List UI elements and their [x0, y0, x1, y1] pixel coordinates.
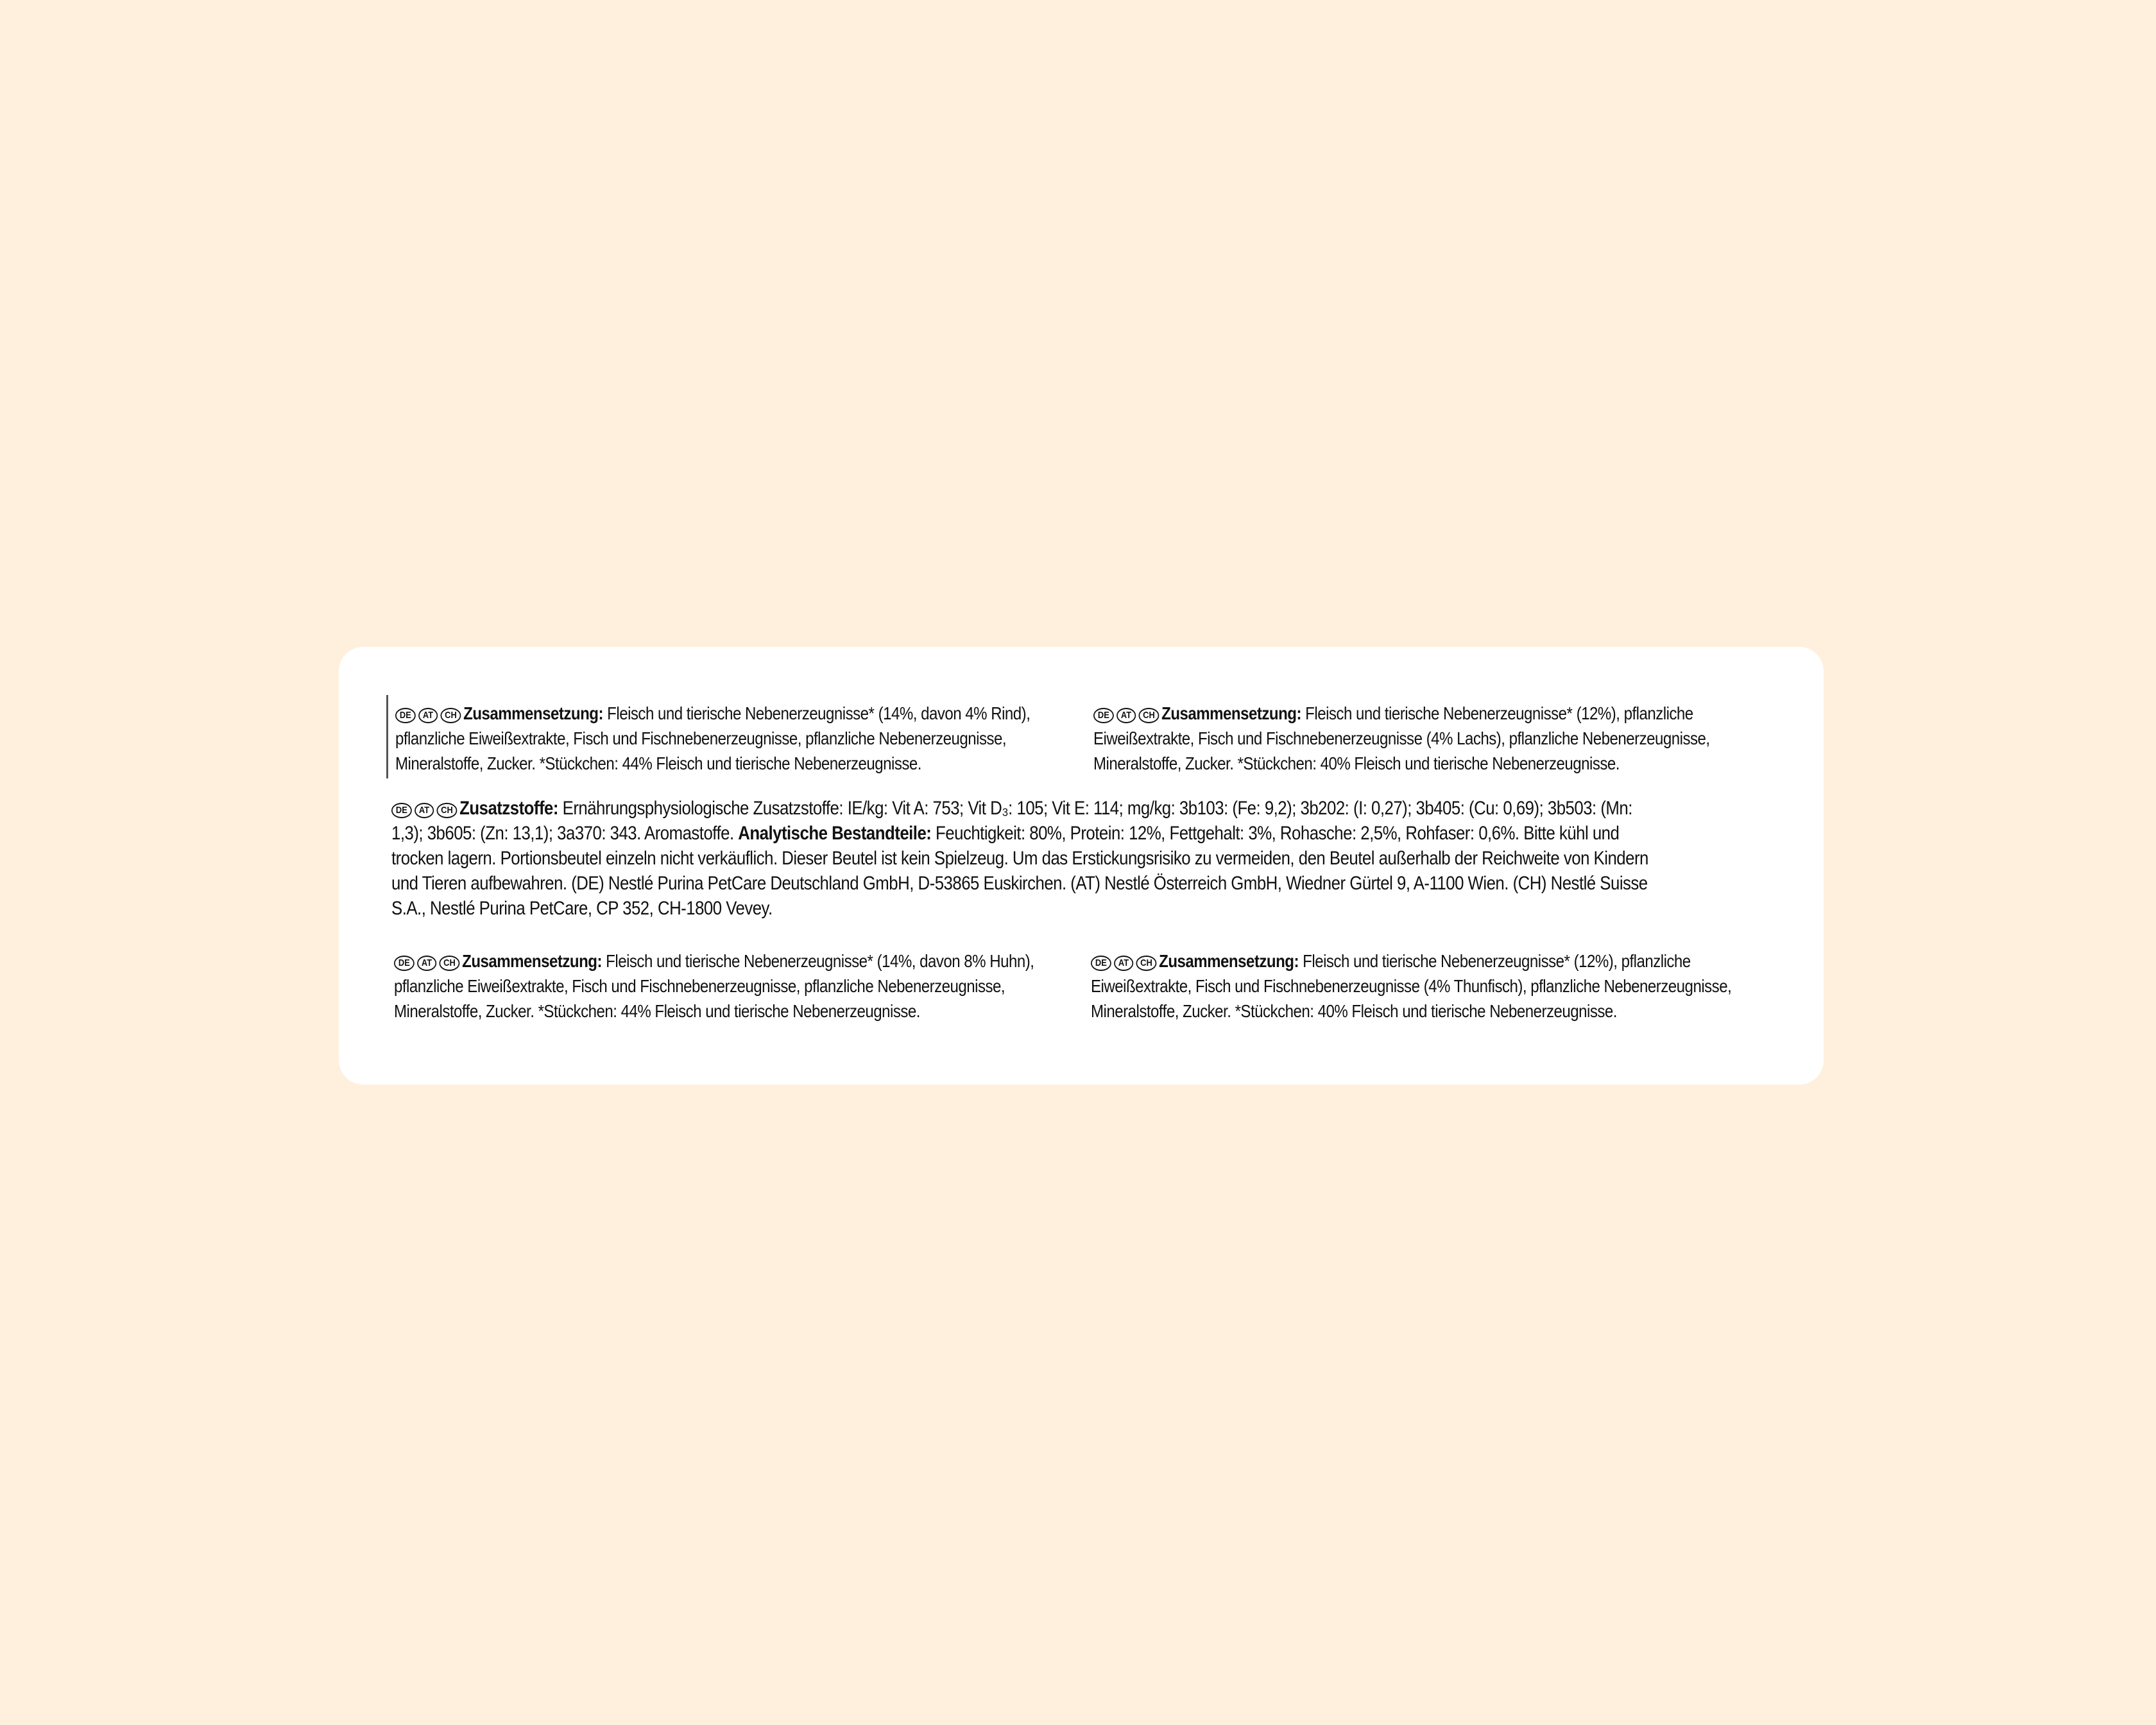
- country-badges: [1091, 956, 1157, 971]
- composition-heading: Zusammensetzung:: [1161, 703, 1301, 723]
- additives-block: [391, 796, 1661, 921]
- badge-ch: CH: [439, 956, 459, 971]
- badge-at: AT: [415, 803, 434, 818]
- badge-ch: CH: [1136, 956, 1156, 971]
- composition-block-chicken: [394, 948, 1040, 1024]
- analysis-heading: Analytische Bestandteile:: [738, 823, 932, 844]
- badge-at: AT: [417, 956, 436, 971]
- badge-at: AT: [1114, 956, 1133, 971]
- badge-de: DE: [1093, 708, 1114, 723]
- country-badges: [394, 956, 460, 971]
- country-badges: [391, 803, 458, 818]
- badge-ch: CH: [1138, 708, 1159, 723]
- country-badges: [395, 708, 461, 723]
- badge-ch: CH: [436, 803, 457, 818]
- composition-heading: Zusammensetzung:: [462, 951, 602, 971]
- composition-block-salmon: [1093, 701, 1739, 776]
- composition-text: Fleisch und tierische Nebenerzeugnisse* (14%, davon 4% Rind), pflanzliche Eiweißextrakte, Fisch und Fischnebenerzeugnisse, pflanzliche Nebenerzeugnisse, Mineralstoffe, Zucker. *Stückchen: 44% Fleisch und tierische Nebenerzeugnisse.: [395, 703, 1031, 773]
- badge-de: DE: [395, 708, 416, 723]
- composition-heading: Zusammensetzung:: [1159, 951, 1299, 971]
- composition-text: Fleisch und tierische Nebenerzeugnisse* (12%), pflanzliche Eiweißextrakte, Fisch und Fischnebenerzeugnisse (4% Lachs), pflanzliche Nebenerzeugnisse, Mineralstoffe, Zucker. *Stückchen: 40% Fleisch und tierische Nebenerzeugnisse.: [1093, 703, 1710, 773]
- badge-at: AT: [418, 708, 438, 723]
- composition-block-tuna: [1091, 948, 1736, 1024]
- analysis-text: Feuchtigkeit: 80%, Protein: 12%, Fettgehalt: 3%, Rohasche: 2,5%, Rohfaser: 0,6%. Bitte kühl und trocken lagern. Portionsbeutel einzeln nicht verkäuflich. Dieser Beutel ist kein Spielzeug. Um das Erstickungsrisiko zu vermeiden, den Beutel außerhalb der Reichweite von Kindern und Tieren aufbewahren. (DE) Nestlé Purina PetCare Deutschland GmbH, D-53865 Euskirchen. (AT) Nestlé Österreich GmbH, Wiedner Gürtel 9, A-1100 Wien. (CH) Nestlé Suisse S.A., Nestlé Purina PetCare, CP 352, CH-1800 Vevey.: [391, 823, 1648, 919]
- composition-text: Fleisch und tierische Nebenerzeugnisse* (14%, davon 8% Huhn), pflanzliche Eiweißextrakte, Fisch und Fischnebenerzeugnisse, pflanzliche Nebenerzeugnisse, Mineralstoffe, Zucker. *Stückchen: 44% Fleisch und tierische Nebenerzeugnisse.: [394, 951, 1034, 1021]
- badge-de: DE: [394, 956, 415, 971]
- additives-text: Ernährungsphysiologische Zusatzstoffe: IE/kg: Vit A: 753; Vit D₃: 105; Vit E: 114; mg/kg: 3b103: (Fe: 9,2); 3b202: (I: 0,27); 3b405: (Cu: 0,69); 3b503: (Mn: 1,3); 3b605: (Zn: 13,1); 3a370: 343. Aromastoffe.: [391, 798, 1632, 844]
- composition-heading: Zusammensetzung:: [463, 703, 603, 723]
- badge-ch: CH: [440, 708, 461, 723]
- badge-de: DE: [1091, 956, 1111, 971]
- composition-block-beef: [395, 701, 1041, 776]
- additives-heading: Zusatzstoffe:: [459, 798, 558, 819]
- badge-de: DE: [391, 803, 412, 818]
- composition-text: Fleisch und tierische Nebenerzeugnisse* (12%), pflanzliche Eiweißextrakte, Fisch und Fischnebenerzeugnisse (4% Thunfisch), pflanzliche Nebenerzeugnisse, Mineralstoffe, Zucker. *Stückchen: 40% Fleisch und tierische Nebenerzeugnisse.: [1091, 951, 1732, 1021]
- divider-line: [386, 695, 388, 778]
- country-badges: [1093, 708, 1159, 723]
- badge-at: AT: [1116, 708, 1136, 723]
